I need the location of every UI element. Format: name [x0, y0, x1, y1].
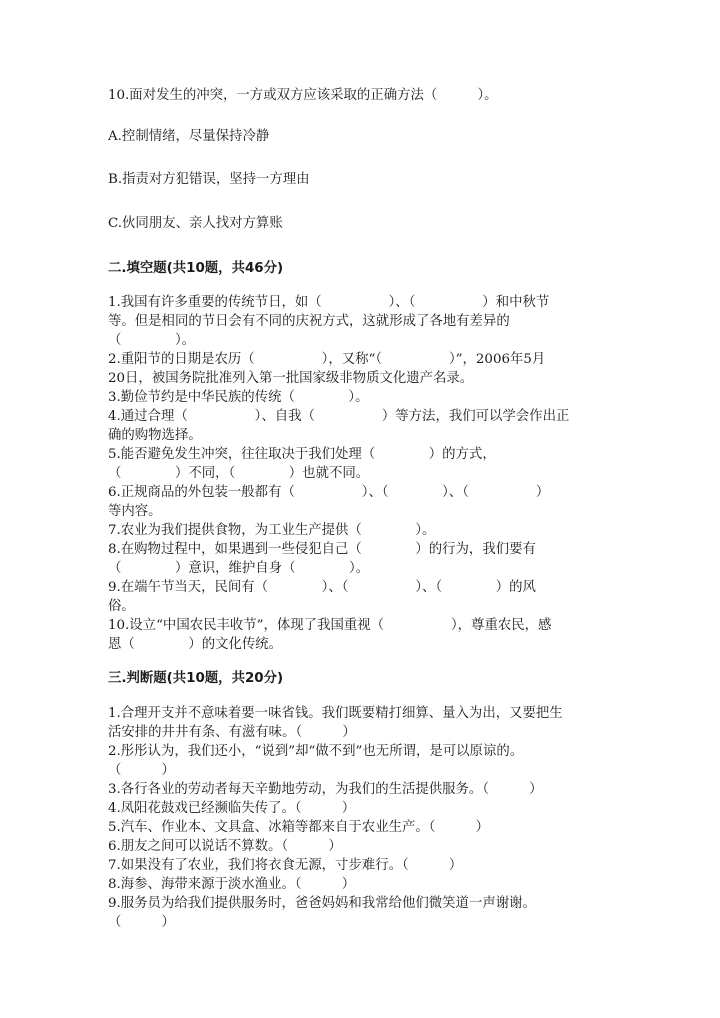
fill-line: 6.正规商品的外包装一般都有（ ）、（ ）、（ ）: [108, 485, 550, 500]
mc-option-c: C.伙同朋友、亲人找对方算账: [108, 216, 283, 231]
fill-line: （ ）意识，维护自身（ ）。: [108, 561, 370, 576]
fill-line: 10.设立“中国农民丰收节”，体现了我国重视（ ），尊重农民，感: [108, 618, 552, 633]
fill-section-heading: 二.填空题(共10题，共46分): [108, 261, 284, 276]
judge-line: （ ）: [108, 915, 175, 930]
mc-option-a: A.控制情绪，尽量保持冷静: [108, 129, 270, 144]
fill-line: 4.通过合理（ ）、自我（ ）等方法，我们可以学会作出正: [108, 409, 570, 424]
fill-line: 恩（ ）的文化传统。: [108, 637, 283, 652]
fill-line: 俗。: [108, 599, 135, 614]
judge-line: 3.各行各业的劳动者每天辛勤地劳动，为我们的生活提供服务。（ ）: [108, 782, 543, 797]
judge-line: （ ）: [108, 763, 175, 778]
judge-line: 9.服务员为给我们提供服务时，爸爸妈妈和我常给他们微笑道一声谢谢。: [108, 896, 536, 911]
judge-line: 1.合理开支并不意味着要一味省钱。我们既要精打细算、量入为出，又要把生: [108, 706, 563, 721]
fill-line: 8.在购物过程中，如果遇到一些侵犯自己（ ）的行为，我们要有: [108, 542, 536, 557]
judge-line: 4.凤阳花鼓戏已经濒临失传了。（ ）: [108, 801, 356, 816]
fill-line: 5.能否避免发生冲突，往往取决于我们处理（ ）的方式，: [108, 447, 496, 462]
fill-line: 9.在端午节当天，民间有（ ）、（ ）、（ ）的风: [108, 580, 536, 595]
mc-option-b: B.指责对方犯错误，坚持一方理由: [108, 172, 310, 187]
fill-line: 1.我国有许多重要的传统节日，如（ ）、（ ）和中秋节: [108, 295, 550, 310]
fill-line: （ ）不同，（ ）也就不同。: [108, 466, 370, 481]
judge-section-heading: 三.判断题(共10题，共20分): [108, 671, 284, 686]
fill-line: 3.勤俭节约是中华民族的传统（ ）。: [108, 390, 369, 405]
judge-line: 活安排的井井有条、有滋有味。（ ）: [108, 725, 356, 740]
fill-line: （ ）。: [108, 333, 196, 348]
fill-line: 确的购物选择。: [108, 428, 202, 443]
fill-line: 20日，被国务院批准列入第一批国家级非物质文化遗产名录。: [108, 371, 474, 386]
judge-line: 5.汽车、作业本、文具盒、冰箱等都来自于农业生产。（ ）: [108, 820, 490, 835]
fill-line: 等。但是相同的节日会有不同的庆祝方式，这就形成了各地有差异的: [108, 314, 510, 329]
fill-line: 7.农业为我们提供食物，为工业生产提供（ ）。: [108, 523, 436, 538]
mc-question-10: 10.面对发生的冲突，一方或双方应该采取的正确方法（ ）。: [108, 88, 498, 103]
fill-line: 2.重阳节的日期是农历（ ），又称“（ ）”，2006年5月: [108, 352, 546, 367]
judge-line: 6.朋友之间可以说话不算数。（ ）: [108, 839, 342, 854]
fill-line: 等内容。: [108, 504, 162, 519]
judge-line: 8.海参、海带来源于淡水渔业。（ ）: [108, 877, 356, 892]
judge-line: 2.彤彤认为，我们还小，“说到”却“做不到”也无所谓，是可以原谅的。: [108, 744, 524, 759]
judge-line: 7.如果没有了农业，我们将衣食无源，寸步难行。（ ）: [108, 858, 463, 873]
